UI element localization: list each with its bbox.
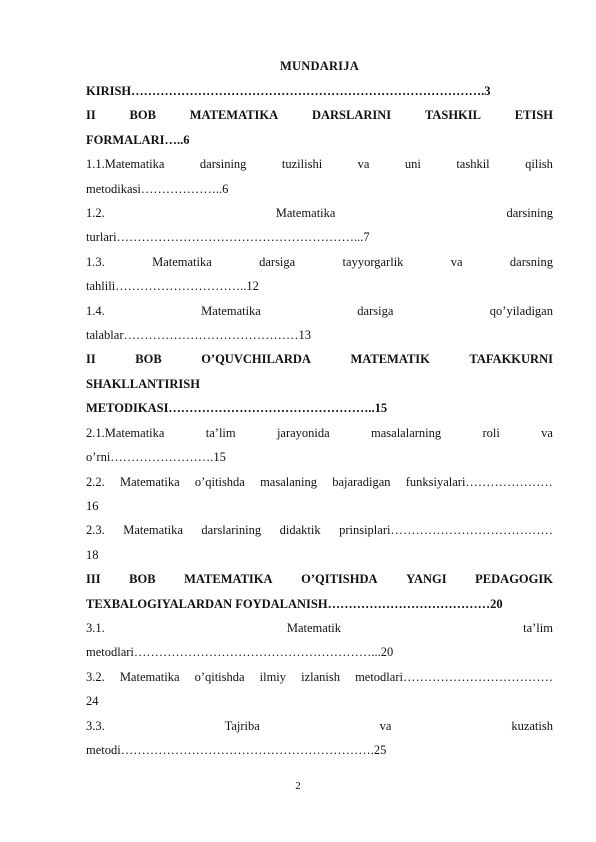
- toc-entry-line: [86, 592, 553, 616]
- toc-text: tashkil: [456, 157, 490, 172]
- toc-text: darslarining: [201, 523, 262, 538]
- toc-text: 3.2.: [86, 669, 105, 684]
- toc-text: darsining: [199, 157, 247, 172]
- toc-entry-line: [86, 543, 553, 567]
- toc-text: III: [86, 572, 101, 587]
- toc-text: SHAKLLANTIRISH: [86, 376, 200, 391]
- toc-text: uni: [404, 157, 421, 172]
- toc-text: turlari…………………………………………………...7: [86, 230, 370, 245]
- toc-text: Matematika: [123, 523, 183, 538]
- toc-text: O’QITISHDA: [301, 572, 378, 587]
- toc-entry: [86, 518, 553, 567]
- toc-entry-line: [86, 738, 553, 762]
- toc-text: qilish: [525, 157, 553, 172]
- toc-text: bajaradigan: [332, 474, 391, 489]
- toc-text: 3.1.: [86, 620, 105, 635]
- toc-entry-line: [86, 518, 553, 542]
- toc-entry-line: [86, 714, 553, 738]
- toc-entry: [86, 714, 553, 763]
- toc-text: va: [357, 157, 370, 172]
- toc-text: FORMALARI…..6: [86, 132, 190, 147]
- toc-text: metodikasi………………..6: [86, 181, 229, 196]
- toc-entry-line: [86, 79, 553, 103]
- toc-text: roli: [482, 425, 500, 440]
- toc-text: ilmiy: [259, 669, 287, 684]
- toc-text: izlanish: [301, 669, 340, 684]
- toc-text: jarayonida: [276, 425, 330, 440]
- toc-text: Matematika: [119, 474, 180, 489]
- toc-text: 2.2.: [86, 474, 105, 489]
- toc-text: masalaning: [260, 474, 317, 489]
- toc-entry: [86, 250, 553, 299]
- toc-text: MATEMATIKA: [184, 572, 273, 587]
- toc-text: prinsiplari…………………………………: [339, 523, 553, 538]
- toc-entry-line: [86, 347, 553, 371]
- toc-text: tahlili…………………………..12: [86, 279, 259, 294]
- table-of-contents: [86, 58, 553, 762]
- toc-entry-line: [86, 225, 553, 249]
- toc-text: ETISH: [514, 108, 553, 123]
- toc-entry-line: [86, 103, 553, 127]
- toc-entry-line: [86, 494, 553, 518]
- toc-text: darsiga: [259, 254, 296, 269]
- toc-entry-line: [86, 274, 553, 298]
- toc-text: metodi…………………………………………………….25: [86, 742, 387, 757]
- toc-text: MATEMATIKA: [189, 108, 279, 123]
- toc-text: BOB: [135, 352, 162, 367]
- toc-text: masalalarning: [371, 425, 442, 440]
- toc-text: va: [541, 425, 553, 440]
- toc-text: METODIKASI…………………………………………..15: [86, 401, 388, 416]
- toc-text: MATEMATIK: [350, 352, 430, 367]
- page-number: 2: [295, 780, 301, 792]
- toc-entry: [86, 299, 553, 348]
- toc-entry-line: [86, 396, 553, 420]
- toc-text: BOB: [129, 108, 156, 123]
- toc-text: Matematika: [275, 206, 336, 221]
- toc-entry: [86, 152, 553, 201]
- toc-entry-line: [86, 128, 553, 152]
- toc-entry-line: [86, 323, 553, 347]
- toc-text: 18: [86, 547, 99, 562]
- toc-entry: [86, 103, 553, 152]
- toc-entry: [86, 347, 553, 420]
- toc-text: 2.1.Matematika: [86, 425, 165, 440]
- toc-title: MUNDARIJA: [280, 59, 359, 73]
- toc-text: ta’lim: [205, 425, 236, 440]
- toc-text: Tajriba: [224, 718, 260, 733]
- toc-entry: [86, 665, 553, 714]
- toc-entry-line: [86, 567, 553, 591]
- toc-text: KIRISH………………………………………………………………………….3: [86, 84, 491, 98]
- toc-text: didaktik: [279, 523, 321, 538]
- toc-text: kuzatish: [511, 718, 553, 733]
- toc-text: tayyorgarlik: [342, 254, 404, 269]
- toc-entry-line: [86, 250, 553, 274]
- toc-entry-line: [86, 689, 553, 713]
- toc-text: O’QUVCHILARDA: [201, 352, 311, 367]
- toc-text: qo’yiladigan: [489, 303, 553, 318]
- toc-text: DARSLARINI: [311, 108, 392, 123]
- toc-entries: [86, 79, 553, 762]
- toc-text: 1.2.: [86, 206, 105, 221]
- toc-entry: [86, 567, 553, 616]
- toc-text: va: [379, 718, 392, 733]
- toc-entry: [86, 201, 553, 250]
- toc-entry: [86, 470, 553, 519]
- toc-text: metodlari………………………………: [355, 669, 553, 684]
- toc-entry: [86, 616, 553, 665]
- toc-text: TASHKIL: [424, 108, 481, 123]
- toc-text: tuzilishi: [281, 157, 323, 172]
- toc-entry-line: [86, 445, 553, 469]
- toc-entry-line: [86, 201, 553, 225]
- toc-text: II: [86, 108, 96, 123]
- toc-text: 1.4.: [86, 303, 105, 318]
- toc-text: ta’lim: [523, 620, 553, 635]
- toc-text: II: [86, 352, 96, 367]
- toc-text: metodlari…………………………………………………...20: [86, 645, 394, 660]
- toc-text: 1.1.Matematika: [86, 157, 165, 172]
- toc-text: Matematika: [119, 669, 180, 684]
- toc-text: o’qitishda: [194, 474, 245, 489]
- toc-text: 24: [86, 694, 99, 709]
- toc-text: 16: [86, 498, 99, 513]
- toc-entry-line: [86, 299, 553, 323]
- toc-text: va: [450, 254, 463, 269]
- toc-text: Matematik: [286, 620, 342, 635]
- toc-entry-line: [86, 421, 553, 445]
- toc-text: darsiga: [357, 303, 394, 318]
- toc-text: BOB: [129, 572, 156, 587]
- toc-entry-line: [86, 177, 553, 201]
- toc-entry: [86, 421, 553, 470]
- toc-text: darsning: [509, 254, 553, 269]
- toc-text: o’rni…………………….15: [86, 450, 226, 465]
- toc-entry-line: [86, 470, 553, 494]
- toc-text: TEXBALOGIYALARDAN FOYDALANISH…………………………………20: [86, 596, 503, 611]
- toc-entry-line: [86, 640, 553, 664]
- toc-text: Matematika: [152, 254, 212, 269]
- toc-text: talablar……………………………………13: [86, 328, 311, 343]
- toc-entry-line: [86, 152, 553, 176]
- toc-text: Matematika: [201, 303, 261, 318]
- toc-text: 2.3.: [86, 523, 105, 538]
- toc-entry-line: [86, 372, 553, 396]
- toc-text: TAFAKKURNI: [469, 352, 553, 367]
- toc-entry-line: [86, 665, 553, 689]
- toc-text: 3.3.: [86, 718, 105, 733]
- toc-entry-line: [86, 616, 553, 640]
- toc-entry: [86, 79, 553, 103]
- toc-text: funksiyalari…………………: [405, 474, 553, 489]
- toc-text: PEDAGOGIK: [475, 572, 553, 587]
- toc-text: 1.3.: [86, 254, 105, 269]
- toc-text: o’qitishda: [194, 669, 245, 684]
- toc-text: YANGI: [406, 572, 447, 587]
- toc-text: darsining: [506, 206, 553, 221]
